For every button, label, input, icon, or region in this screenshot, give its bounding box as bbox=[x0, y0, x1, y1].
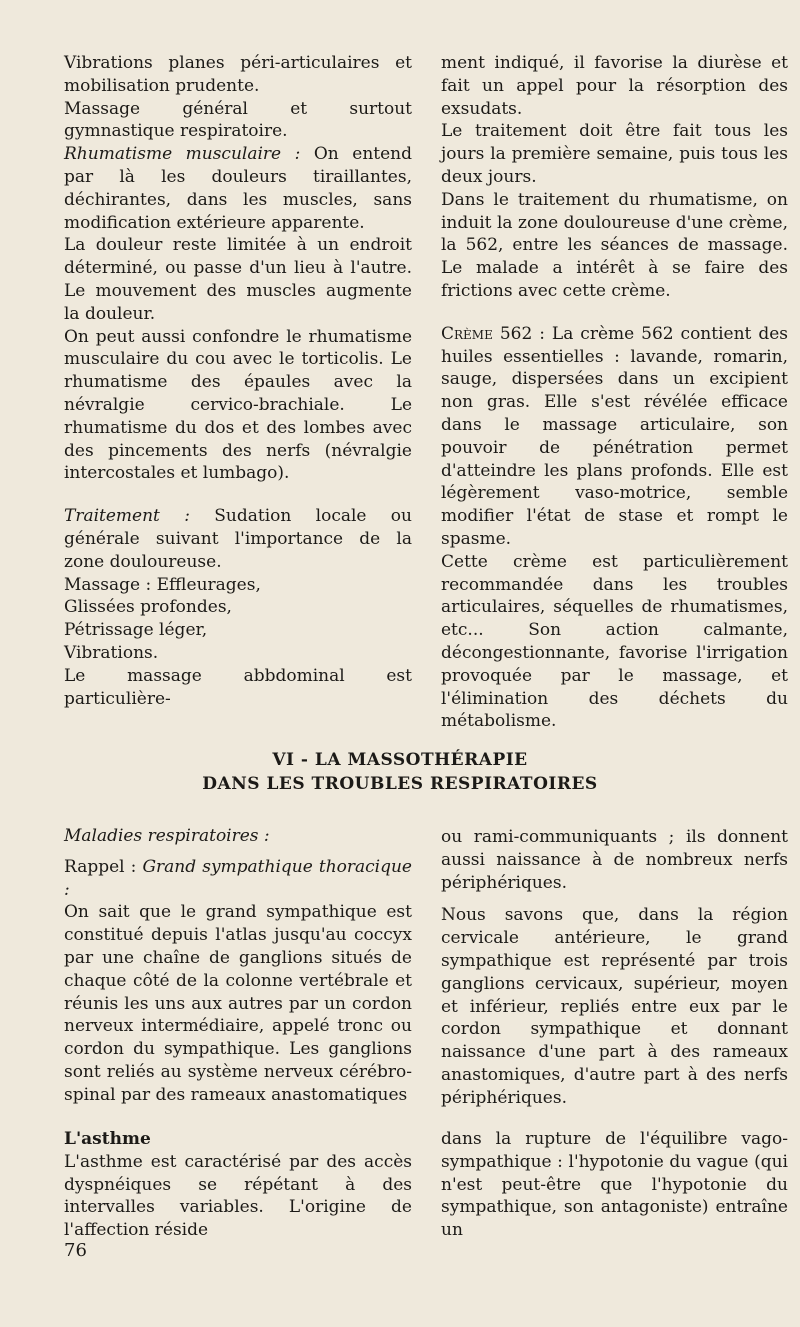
top-right-column bbox=[441, 52, 788, 733]
paragraph: ou rami-communiquants ; ils donnent aussi naissance à de nombreux nerfs périphériques. bbox=[441, 827, 788, 893]
top-left-column bbox=[64, 52, 412, 710]
paragraph: Massage général et surtout gymnastique respiratoire. bbox=[64, 98, 412, 142]
term-text: Sudation locale ou générale suivant l'importance de la zone douloureuse. bbox=[64, 506, 412, 572]
list-item: Pétrissage léger, bbox=[64, 620, 208, 641]
term-label: Traitement : bbox=[64, 506, 190, 527]
term-label: Crème bbox=[441, 323, 493, 344]
paragraph: L'asthme est caractérisé par des accès dyspnéiques se répétant à des intervalles variables. L'origine de l'affection réside bbox=[64, 1151, 412, 1241]
page-number: 76 bbox=[64, 1240, 87, 1261]
paragraph bbox=[64, 505, 412, 573]
paragraph: Nous savons que, dans la région cervicale antérieure, le grand sympathique est représenté par trois ganglions cervicaux, supérieur, moyen et inférieur, repliés entre eux par le cordon sympathique et donnant naissance d'une part à des rameaux anastomiques, d'autre part à des nerfs périphériques. bbox=[441, 905, 788, 1108]
paragraph: Le massage abbdominal est particulière- bbox=[64, 665, 412, 709]
section-title-line: VI - LA MASSOTHÉRAPIE bbox=[272, 750, 528, 770]
paragraph bbox=[64, 856, 412, 902]
subsection-heading: L'asthme bbox=[64, 1129, 151, 1149]
paragraph bbox=[64, 143, 412, 234]
section-title bbox=[60, 748, 740, 796]
paragraph: On sait que le grand sympathique est constitué depuis l'atlas jusqu'au coccyx par une chaîne de ganglions situés de chaque côté de la colonne vertébrale et réunis les uns aux autres par un cordon nerveux intermédiaire, appelé tronc ou cordon du sympathique. Les ganglions sont reliés au système nerveux cérébro-spinal par des rameaux anastomatiques bbox=[64, 902, 412, 1105]
paragraph: ment indiqué, il favorise la diurèse et fait un appel pour la résorption des exsudats. bbox=[441, 53, 788, 119]
term-text: 562 : La crème 562 contient des huiles essentielles : lavande, romarin, sauge, dispersées dans un excipient non gras. Elle s'est révélée efficace dans le massage articulaire, son pouvoir de pénétration permet d'atteindre les plans profonds. Elle est légèrement vaso-motrice, semble modifier l'état de stase et rompt le spasme. bbox=[441, 323, 788, 549]
bottom-left-column bbox=[64, 1128, 412, 1242]
section-title-line: DANS LES TROUBLES RESPIRATOIRES bbox=[202, 774, 598, 794]
paragraph: Dans le traitement du rhumatisme, on induit la zone douloureuse d'une crème, la 562, entre les séances de massage. Le malade a intérêt à se faire des frictions avec cette crème. bbox=[441, 189, 788, 301]
middle-right-column bbox=[441, 826, 788, 1110]
rappel-label: Rappel : bbox=[64, 856, 143, 877]
term-text: On entend par là les douleurs tiraillantes, déchirantes, dans les muscles, sans modification extérieure apparente. bbox=[64, 144, 412, 233]
paragraph: Cette crème est particulièrement recommandée dans les troubles articulaires, séquelles de rhumatismes, etc... Son action calmante, décongestionnante, favorise l'irrigation provoquée par le massage, et l'élimination des déchets du métabolisme. bbox=[441, 551, 788, 732]
middle-left-column bbox=[64, 825, 412, 1107]
term-label: Rhumatisme musculaire : bbox=[64, 144, 301, 165]
paragraph: La douleur reste limitée à un endroit déterminé, ou passe d'un lieu à l'autre. Le mouvement des muscles augmente la douleur. bbox=[64, 235, 412, 324]
list-item: Massage : Effleurages, bbox=[64, 574, 261, 595]
subsection-label: Maladies respiratoires : bbox=[64, 826, 270, 846]
paragraph bbox=[441, 323, 788, 551]
paragraph: Vibrations planes péri-articulaires et mobilisation prudente. bbox=[64, 53, 412, 96]
bottom-right-column bbox=[441, 1128, 788, 1242]
paragraph: Le traitement doit être fait tous les jours la première semaine, puis tous les deux jours. bbox=[441, 121, 788, 187]
rappel-topic: Grand sympathique thoracique : bbox=[64, 856, 412, 900]
list-item: Vibrations. bbox=[64, 642, 159, 663]
list-item: Glissées profondes, bbox=[64, 597, 232, 618]
paragraph: On peut aussi confondre le rhumatisme musculaire du cou avec le torticolis. Le rhumatisme des épaules avec la névralgie cervico-brachiale. Le rhumatisme du dos et des lombes avec des pincements des nerfs (névralgie intercostales et lumbago). bbox=[64, 326, 412, 484]
paragraph: dans la rupture de l'équilibre vago-sympathique : l'hypotonie du vague (qui n'est peut-être que l'hypotonie du sympathique, son antagoniste) entraîne un bbox=[441, 1129, 788, 1241]
